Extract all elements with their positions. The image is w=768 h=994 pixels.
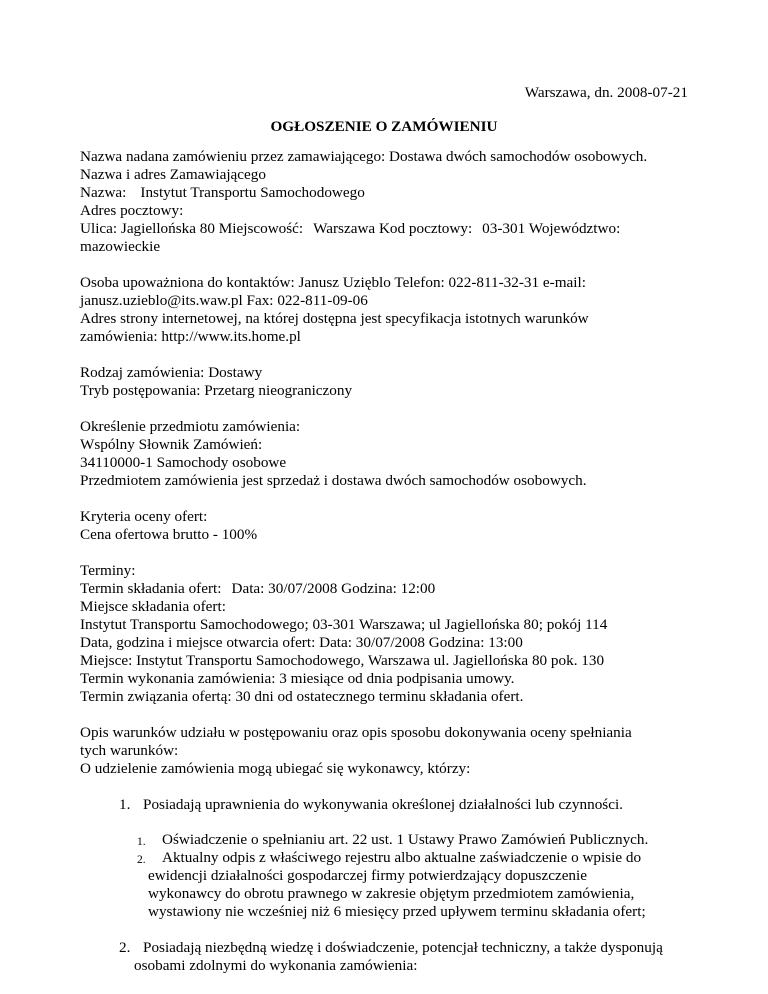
opening-date-line: Data, godzina i miejsce otwarcia ofert: Data: 30/07/2008 Godzina: 13:00: [80, 634, 523, 651]
contact-person-line: Osoba upoważniona do kontaktów: Janusz Uzięblo Telefon: 022-811-32-31 e-mail:: [80, 274, 586, 291]
list-item-1-number: 1.: [119, 796, 131, 813]
sublist-item-2-line-2: ewidencji działalności gospodarczej firmy potwierdzający dopuszczenie: [148, 867, 587, 884]
sublist-item-1-number: 1.: [137, 836, 146, 848]
binding-term-line: Termin związania ofertą: 30 dni od ostatecznego terminu składania ofert.: [80, 688, 524, 705]
sublist-item-2-line-3: wykonawcy do obrotu prawnego w zakresie objętym przedmiotem zamówienia,: [148, 885, 635, 902]
sublist-item-2-line-4: wystawiony nie wcześniej niż 6 miesięcy przed upływem terminu składania ofert;: [148, 903, 646, 920]
document-title: OGŁOSZENIE O ZAMÓWIENIU: [270, 118, 498, 135]
cpv-heading: Wspólny Słownik Zamówień:: [80, 436, 263, 453]
buyer-name-label: Nazwa:: [80, 184, 127, 201]
opening-place-line: Miejsce: Instytut Transportu Samochodowego, Warszawa ul. Jagiellońska 80 pok. 130: [80, 652, 605, 669]
submission-place-value: Instytut Transportu Samochodowego; 03-301 Warszawa; ul Jagiellońska 80; pokój 114: [80, 616, 608, 633]
voivodeship-value: mazowieckie: [80, 238, 161, 255]
city-postal-label: Warszawa Kod pocztowy:: [313, 220, 473, 237]
order-type-line: Rodzaj zamówienia: Dostawy: [80, 364, 263, 381]
submission-deadline-line: [80, 580, 435, 598]
order-name-line: Nazwa nadana zamówieniu przez zamawiającego: Dostawa dwóch samochodów osobowych.: [80, 148, 648, 165]
submission-place-heading: Miejsce składania ofert:: [80, 598, 226, 615]
conditions-line-1: Opis warunków udziału w postępowaniu oraz opis sposobu dokonywania oceny spełniania: [80, 724, 632, 741]
completion-term-line: Termin wykonania zamówienia: 3 miesiące od dnia podpisania umowy.: [80, 670, 515, 687]
postal-voivodeship: 03-301 Województwo:: [482, 220, 621, 237]
buyer-name-line: [80, 184, 365, 202]
postal-address-heading: Adres pocztowy:: [80, 202, 184, 219]
sublist-item-2-number: 2.: [137, 854, 146, 866]
website-line-1: Adres strony internetowej, na której dostępna jest specyfikacja istotnych warunków: [80, 310, 589, 327]
date-line: Warszawa, dn. 2008-07-21: [524, 84, 688, 101]
terms-heading: Terminy:: [80, 562, 136, 579]
submission-deadline-label: Termin składania ofert:: [80, 580, 222, 597]
list-item-2-line-1: Posiadają niezbędną wiedzę i doświadczenie, potencjał techniczny, a także dysponują: [143, 939, 663, 956]
cpv-code: 34110000-1 Samochody osobowe: [80, 454, 287, 471]
address-line: [80, 220, 620, 238]
list-item-2-number: 2.: [119, 939, 131, 956]
sublist-item-2-line-1: Aktualny odpis z właściwego rejestru albo aktualne zaświadczenie o wpisie do: [162, 849, 642, 866]
buyer-name-value: Instytut Transportu Samochodowego: [140, 184, 365, 201]
street-city-label: Ulica: Jagiellońska 80 Miejscowość:: [80, 220, 304, 237]
sublist-item-1-text: Oświadczenie o spełnianiu art. 22 ust. 1 Ustawy Prawo Zamówień Publicznych.: [162, 831, 649, 848]
website-line-2: zamówienia: http://www.its.home.pl: [80, 328, 301, 345]
procedure-line: Tryb postępowania: Przetarg nieograniczony: [80, 382, 353, 399]
conditions-line-3: O udzielenie zamówienia mogą ubiegać się wykonawcy, którzy:: [80, 760, 471, 777]
subject-heading: Określenie przedmiotu zamówienia:: [80, 418, 301, 435]
email-fax-line: janusz.uzieblo@its.waw.pl Fax: 022-811-09-06: [80, 292, 368, 309]
list-item-2-line-2: osobami zdolnymi do wykonania zamówienia:: [134, 957, 418, 974]
criteria-heading: Kryteria oceny ofert:: [80, 508, 208, 525]
conditions-line-2: tych warunków:: [80, 742, 179, 759]
subject-description: Przedmiotem zamówienia jest sprzedaż i dostawa dwóch samochodów osobowych.: [80, 472, 587, 489]
submission-deadline-value: Data: 30/07/2008 Godzina: 12:00: [231, 580, 436, 597]
buyer-heading: Nazwa i adres Zamawiającego: [80, 166, 266, 183]
criteria-value: Cena ofertowa brutto - 100%: [80, 526, 258, 543]
list-item-1-text: Posiadają uprawnienia do wykonywania określonej działalności lub czynności.: [143, 796, 623, 813]
